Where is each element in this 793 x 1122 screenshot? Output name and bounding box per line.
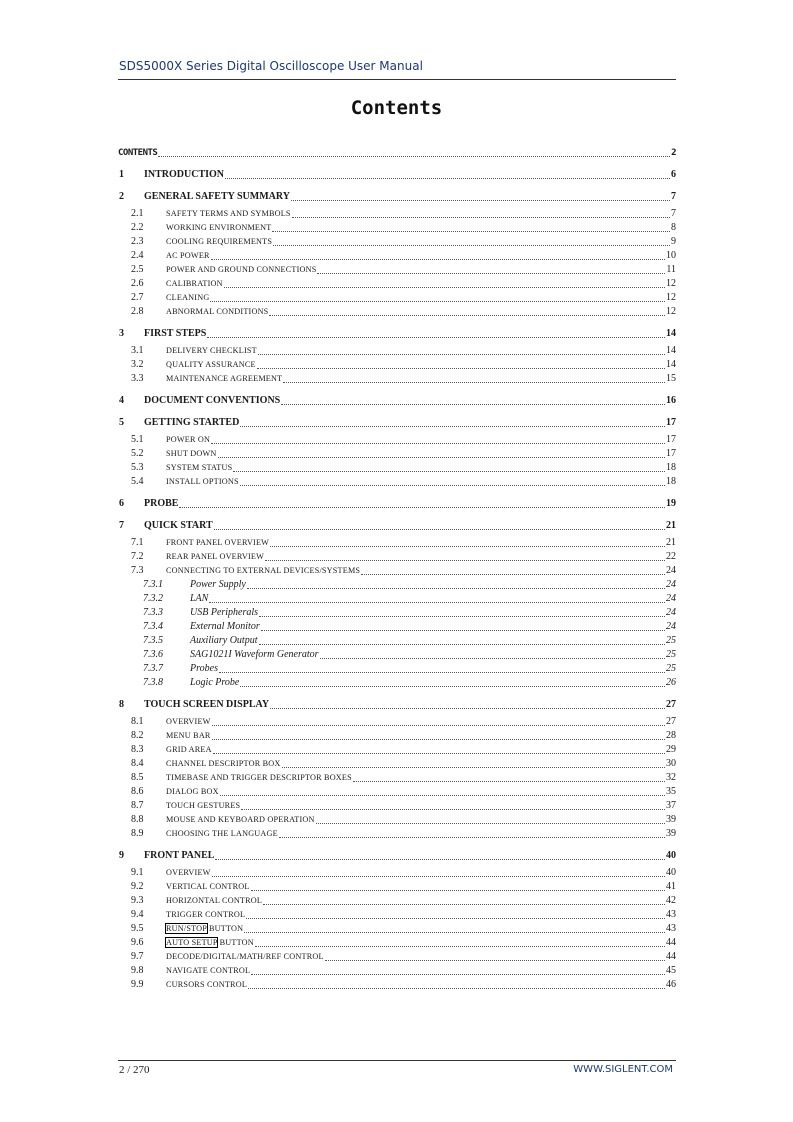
toc-entry-label: OVERVIEW bbox=[166, 717, 211, 726]
toc-entry-page: 6 bbox=[671, 169, 676, 180]
dot-leader bbox=[207, 336, 665, 338]
boxed-keyword: RUN/STOP bbox=[166, 924, 207, 933]
toc-entry-number: 7.3.2 bbox=[143, 593, 163, 604]
toc-entry[interactable] bbox=[118, 277, 676, 291]
dot-leader bbox=[247, 587, 665, 589]
toc-entry-page: 14 bbox=[666, 328, 676, 339]
dot-leader bbox=[320, 657, 665, 659]
toc-entry[interactable] bbox=[118, 447, 676, 461]
header-rule bbox=[118, 79, 676, 80]
toc-entry-page: 24 bbox=[666, 607, 676, 618]
toc-entry-number: 5 bbox=[119, 417, 124, 428]
toc-entry[interactable] bbox=[118, 394, 676, 408]
toc-entry-label: POWER AND GROUND CONNECTIONS bbox=[166, 265, 317, 274]
dot-leader bbox=[212, 875, 665, 877]
toc-entry-number: 6 bbox=[119, 498, 124, 509]
toc-entry-page: 12 bbox=[666, 292, 676, 303]
toc-entry-page: 18 bbox=[666, 462, 676, 473]
toc-entry-label: TOUCH SCREEN DISPLAY bbox=[144, 699, 270, 710]
dot-leader bbox=[210, 300, 665, 302]
toc-entry-number: 5.1 bbox=[131, 434, 144, 445]
dot-leader bbox=[325, 959, 665, 961]
toc-entry-number: 9.5 bbox=[131, 923, 144, 934]
toc-entry-page: 12 bbox=[666, 278, 676, 289]
toc-entry-page: 40 bbox=[666, 850, 676, 861]
toc-entry-number: 7.3.5 bbox=[143, 635, 163, 646]
toc-entry[interactable] bbox=[118, 743, 676, 757]
dot-leader bbox=[214, 528, 665, 530]
toc-entry-label: NAVIGATE CONTROL bbox=[166, 966, 251, 975]
toc-entry-page: 18 bbox=[666, 476, 676, 487]
toc-entry-page: 7 bbox=[671, 191, 676, 202]
dot-leader bbox=[241, 808, 665, 810]
boxed-keyword: AUTO SETUP bbox=[166, 938, 218, 947]
toc-entry[interactable] bbox=[118, 729, 676, 743]
dot-leader bbox=[259, 643, 666, 645]
dot-leader bbox=[220, 794, 665, 796]
toc-entry-label: TIMEBASE AND TRIGGER DESCRIPTOR BOXES bbox=[166, 773, 352, 782]
toc-entry-page: 14 bbox=[666, 345, 676, 356]
toc-entry-number: 7.3.6 bbox=[143, 649, 163, 660]
toc-entry[interactable] bbox=[118, 592, 676, 606]
dot-leader bbox=[212, 738, 665, 740]
toc-entry-label: DOCUMENT CONVENTIONS bbox=[144, 395, 281, 406]
toc-entry-label: QUICK START bbox=[144, 520, 213, 531]
toc-entry-label: SAG1021I Waveform Generator bbox=[190, 649, 319, 660]
footer-rule bbox=[118, 1060, 676, 1061]
toc-entry-label: AUTO SETUP BUTTON bbox=[166, 938, 254, 947]
toc-entry-label: VERTICAL CONTROL bbox=[166, 882, 250, 891]
toc-entry-page: 32 bbox=[666, 772, 676, 783]
dot-leader bbox=[248, 987, 665, 989]
toc-entry-label: GETTING STARTED bbox=[144, 417, 240, 428]
toc-entry-page: 19 bbox=[666, 498, 676, 509]
toc-entry[interactable] bbox=[118, 564, 676, 578]
toc-entry[interactable] bbox=[118, 416, 676, 430]
toc-entry-number: 8.6 bbox=[131, 786, 144, 797]
toc-entry-label: WORKING ENVIRONMENT bbox=[166, 223, 272, 232]
toc-entry-label: MAINTENANCE AGREEMENT bbox=[166, 374, 283, 383]
dot-leader bbox=[211, 258, 665, 260]
dot-leader bbox=[273, 244, 670, 246]
dot-leader bbox=[353, 780, 665, 782]
toc-entry-page: 24 bbox=[666, 565, 676, 576]
toc-entry[interactable] bbox=[118, 849, 676, 863]
toc-entry-label: SAFETY TERMS AND SYMBOLS bbox=[166, 209, 291, 218]
toc-entry-page: 17 bbox=[666, 434, 676, 445]
toc-entry-page: 44 bbox=[666, 937, 676, 948]
toc-entry[interactable] bbox=[118, 676, 676, 690]
toc-entry-page: 22 bbox=[666, 551, 676, 562]
toc-entry[interactable] bbox=[118, 648, 676, 662]
toc-entry-page: 11 bbox=[666, 264, 676, 275]
toc-entry-label: FRONT PANEL OVERVIEW bbox=[166, 538, 270, 547]
dot-leader bbox=[215, 858, 665, 860]
toc-entry[interactable] bbox=[118, 880, 676, 894]
toc-entry-number: 2.2 bbox=[131, 222, 144, 233]
dot-leader bbox=[291, 199, 670, 201]
toc-entry[interactable] bbox=[118, 827, 676, 841]
toc-entry-label: DIALOG BOX bbox=[166, 787, 219, 796]
toc-entry[interactable] bbox=[118, 698, 676, 712]
toc-entry-page: 17 bbox=[666, 448, 676, 459]
toc-entry[interactable] bbox=[118, 497, 676, 511]
toc-entry-number: 2.8 bbox=[131, 306, 144, 317]
toc-entry-label: OVERVIEW bbox=[166, 868, 211, 877]
toc-entry-number: 9.1 bbox=[131, 867, 144, 878]
dot-leader bbox=[240, 484, 665, 486]
toc-entry-page: 14 bbox=[666, 359, 676, 370]
toc-entry-number: 9.6 bbox=[131, 937, 144, 948]
toc-entry-page: 44 bbox=[666, 951, 676, 962]
toc-entry[interactable] bbox=[118, 578, 676, 592]
toc-entry[interactable] bbox=[118, 461, 676, 475]
toc-entry-label: FIRST STEPS bbox=[144, 328, 207, 339]
dot-leader bbox=[281, 403, 665, 405]
toc-entry[interactable] bbox=[118, 475, 676, 489]
toc-entry-page: 25 bbox=[666, 663, 676, 674]
toc-entry[interactable] bbox=[118, 757, 676, 771]
dot-leader bbox=[251, 973, 665, 975]
dot-leader bbox=[212, 724, 665, 726]
toc-entry-page: 28 bbox=[666, 730, 676, 741]
dot-leader bbox=[270, 545, 665, 547]
toc-entry-page: 21 bbox=[666, 537, 676, 548]
toc-entry[interactable] bbox=[118, 894, 676, 908]
toc-entry-number: 8.1 bbox=[131, 716, 144, 727]
toc-entry-number: 7.3.7 bbox=[143, 663, 163, 674]
toc-entry-page: 7 bbox=[671, 208, 676, 219]
toc-entry-number: 1 bbox=[119, 169, 124, 180]
toc-entry-label: DELIVERY CHECKLIST bbox=[166, 346, 257, 355]
toc-entry-page: 24 bbox=[666, 579, 676, 590]
toc-entry[interactable] bbox=[118, 813, 676, 827]
dot-leader bbox=[225, 177, 670, 179]
toc-entry[interactable] bbox=[118, 327, 676, 341]
dot-leader bbox=[283, 381, 665, 383]
toc-entry[interactable] bbox=[118, 168, 676, 182]
toc-entry-page: 35 bbox=[666, 786, 676, 797]
toc-entry-label: AC POWER bbox=[166, 251, 210, 260]
toc-entry-label: REAR PANEL OVERVIEW bbox=[166, 552, 265, 561]
toc-entry-label: CHOOSING THE LANGUAGE bbox=[166, 829, 278, 838]
toc-entry[interactable] bbox=[118, 249, 676, 263]
toc-entry-label: POWER ON bbox=[166, 435, 211, 444]
toc-entry-number: 8.3 bbox=[131, 744, 144, 755]
toc-entry-page: 27 bbox=[666, 699, 676, 710]
toc-entry-number: 7 bbox=[119, 520, 124, 531]
toc-entry-label: GRID AREA bbox=[166, 745, 212, 754]
toc-entry-number: 8.7 bbox=[131, 800, 144, 811]
toc-entry-label: CALIBRATION bbox=[166, 279, 223, 288]
dot-leader bbox=[251, 889, 665, 891]
dot-leader bbox=[219, 671, 665, 673]
toc-entry-label: Logic Probe bbox=[190, 677, 240, 688]
website-link[interactable]: WWW.SIGLENT.COM bbox=[573, 1064, 673, 1075]
toc-entry[interactable] bbox=[118, 606, 676, 620]
toc-entry-number: 9 bbox=[119, 850, 124, 861]
toc-entry-label: MOUSE AND KEYBOARD OPERATION bbox=[166, 815, 315, 824]
dot-leader bbox=[158, 155, 670, 157]
toc-entry[interactable] bbox=[118, 922, 676, 936]
toc-entry-number: 8 bbox=[119, 699, 124, 710]
toc-entry-number: 2.3 bbox=[131, 236, 144, 247]
toc-entry-number: 9.3 bbox=[131, 895, 144, 906]
dot-leader bbox=[240, 425, 665, 427]
toc-entry[interactable] bbox=[118, 799, 676, 813]
toc-entry-page: 43 bbox=[666, 909, 676, 920]
toc-entry-number: 3.1 bbox=[131, 345, 144, 356]
toc-entry-page: 21 bbox=[666, 520, 676, 531]
dot-leader bbox=[361, 573, 665, 575]
dot-leader bbox=[224, 286, 665, 288]
dot-leader bbox=[317, 272, 665, 274]
toc-entry[interactable] bbox=[118, 207, 676, 221]
toc-entry[interactable] bbox=[118, 662, 676, 676]
toc-entry[interactable] bbox=[118, 372, 676, 386]
dot-leader bbox=[255, 945, 665, 947]
toc-entry-number: 9.8 bbox=[131, 965, 144, 976]
toc-entry[interactable] bbox=[118, 146, 676, 160]
toc-entry[interactable] bbox=[118, 291, 676, 305]
dot-leader bbox=[270, 707, 665, 709]
toc-entry-number: 9.7 bbox=[131, 951, 144, 962]
toc-entry[interactable] bbox=[118, 358, 676, 372]
dot-leader bbox=[244, 931, 665, 933]
toc-entry-label: TOUCH GESTURES bbox=[166, 801, 241, 810]
toc-entry-page: 29 bbox=[666, 744, 676, 755]
toc-entry-page: 43 bbox=[666, 923, 676, 934]
toc-entry-label: DECODE/DIGITAL/MATH/REF CONTROL bbox=[166, 952, 324, 961]
toc-entry-label: LAN bbox=[190, 593, 209, 604]
toc-entry-page: 41 bbox=[666, 881, 676, 892]
toc-entry[interactable] bbox=[118, 305, 676, 319]
toc-entry-page: 39 bbox=[666, 814, 676, 825]
toc-entry-page: 24 bbox=[666, 621, 676, 632]
toc-entry-label: CHANNEL DESCRIPTOR BOX bbox=[166, 759, 281, 768]
toc-entry-number: 2.5 bbox=[131, 264, 144, 275]
toc-entry-number: 8.5 bbox=[131, 772, 144, 783]
dot-leader bbox=[179, 506, 665, 508]
toc-entry-number: 7.1 bbox=[131, 537, 144, 548]
toc-entry[interactable] bbox=[118, 950, 676, 964]
toc-entry-number: 7.3.3 bbox=[143, 607, 163, 618]
toc-entry-number: 9.9 bbox=[131, 979, 144, 990]
toc-entry-number: 2 bbox=[119, 191, 124, 202]
dot-leader bbox=[211, 442, 665, 444]
toc-entry-number: 7.3.4 bbox=[143, 621, 163, 632]
toc-entry-number: 2.1 bbox=[131, 208, 144, 219]
toc-entry-page: 12 bbox=[666, 306, 676, 317]
toc-entry-label: Probes bbox=[190, 663, 218, 674]
dot-leader bbox=[263, 903, 665, 905]
toc-entry[interactable] bbox=[118, 235, 676, 249]
dot-leader bbox=[233, 470, 665, 472]
toc-entry-label: MENU BAR bbox=[166, 731, 211, 740]
toc-entry[interactable] bbox=[118, 715, 676, 729]
toc-entry-page: 30 bbox=[666, 758, 676, 769]
toc-entry-number: 7.2 bbox=[131, 551, 144, 562]
toc-entry-label: CONNECTING TO EXTERNAL DEVICES/SYSTEMS bbox=[166, 566, 361, 575]
dot-leader bbox=[261, 629, 665, 631]
toc-entry[interactable] bbox=[118, 433, 676, 447]
toc-entry-page: 27 bbox=[666, 716, 676, 727]
toc-entry-number: 8.4 bbox=[131, 758, 144, 769]
toc-entry-label: Power Supply bbox=[190, 579, 246, 590]
toc-entry-number: 9.2 bbox=[131, 881, 144, 892]
toc-entry-page: 15 bbox=[666, 373, 676, 384]
toc-entry-number: 9.4 bbox=[131, 909, 144, 920]
dot-leader bbox=[279, 836, 665, 838]
toc-entry-number: 8.9 bbox=[131, 828, 144, 839]
toc-entry-number: 5.2 bbox=[131, 448, 144, 459]
toc-entry-label: CLEANING bbox=[166, 293, 210, 302]
dot-leader bbox=[257, 367, 665, 369]
toc-entry-label: RUN/STOP BUTTON bbox=[166, 924, 244, 933]
toc-entry-number: 7.3.8 bbox=[143, 677, 163, 688]
toc-entry-page: 37 bbox=[666, 800, 676, 811]
toc-entry[interactable] bbox=[118, 536, 676, 550]
toc-entry-number: 4 bbox=[119, 395, 124, 406]
page-title: Contents bbox=[350, 97, 443, 119]
toc-entry-label: USB Peripherals bbox=[190, 607, 259, 618]
toc-entry[interactable] bbox=[118, 771, 676, 785]
toc-entry-page: 17 bbox=[666, 417, 676, 428]
toc-entry-page: 46 bbox=[666, 979, 676, 990]
toc-entry[interactable] bbox=[118, 263, 676, 277]
running-header: SDS5000X Series Digital Oscilloscope User Manual bbox=[119, 59, 423, 73]
toc-entry[interactable] bbox=[118, 519, 676, 533]
toc-entry-number: 3.2 bbox=[131, 359, 144, 370]
toc-entry-page: 2 bbox=[671, 148, 676, 158]
toc-entry-label: External Monitor bbox=[190, 621, 260, 632]
dot-leader bbox=[269, 314, 665, 316]
toc-entry-number: 7.3.1 bbox=[143, 579, 163, 590]
toc-entry[interactable] bbox=[118, 221, 676, 235]
dot-leader bbox=[282, 766, 666, 768]
toc-entry-label: QUALITY ASSURANCE bbox=[166, 360, 256, 369]
page-number: 2 / 270 bbox=[119, 1064, 150, 1076]
toc-entry[interactable] bbox=[118, 785, 676, 799]
toc-entry-page: 10 bbox=[666, 250, 676, 261]
toc-entry-number: 8.8 bbox=[131, 814, 144, 825]
toc-entry-page: 39 bbox=[666, 828, 676, 839]
toc-entry[interactable] bbox=[118, 908, 676, 922]
toc-entry-page: 25 bbox=[666, 649, 676, 660]
toc-entry-page: 24 bbox=[666, 593, 676, 604]
toc-entry-label: INTRODUCTION bbox=[144, 169, 225, 180]
dot-leader bbox=[246, 917, 665, 919]
toc-entry-label: PROBE bbox=[144, 498, 179, 509]
dot-leader bbox=[292, 216, 670, 218]
toc-entry-page: 25 bbox=[666, 635, 676, 646]
toc-entry-label: TRIGGER CONTROL bbox=[166, 910, 246, 919]
toc-entry-label: INSTALL OPTIONS bbox=[166, 477, 239, 486]
toc-entry[interactable] bbox=[118, 978, 676, 992]
toc-entry-number: 2.6 bbox=[131, 278, 144, 289]
toc-entry[interactable] bbox=[118, 866, 676, 880]
toc-entry-label: SYSTEM STATUS bbox=[166, 463, 233, 472]
toc-entry-page: 8 bbox=[671, 222, 676, 233]
dot-leader bbox=[316, 822, 665, 824]
toc-entry-number: 7.3 bbox=[131, 565, 144, 576]
toc-entry-label: SHUT DOWN bbox=[166, 449, 217, 458]
toc-entry[interactable] bbox=[118, 550, 676, 564]
toc-entry-label: ABNORMAL CONDITIONS bbox=[166, 307, 269, 316]
toc-entry[interactable] bbox=[118, 964, 676, 978]
toc-entry-number: 2.7 bbox=[131, 292, 144, 303]
toc-entry-number: 5.4 bbox=[131, 476, 144, 487]
toc-entry-label: COOLING REQUIREMENTS bbox=[166, 237, 273, 246]
toc-entry-number: 2.4 bbox=[131, 250, 144, 261]
toc-entry-page: 45 bbox=[666, 965, 676, 976]
toc-entry[interactable] bbox=[118, 620, 676, 634]
toc-entry-label: GENERAL SAFETY SUMMARY bbox=[144, 191, 290, 202]
dot-leader bbox=[218, 456, 665, 458]
toc-entry[interactable] bbox=[118, 190, 676, 204]
toc-entry[interactable] bbox=[118, 634, 676, 648]
toc-entry-label: Auxiliary Output bbox=[190, 635, 258, 646]
toc-entry[interactable] bbox=[118, 936, 676, 950]
toc-entry-page: 42 bbox=[666, 895, 676, 906]
toc-entry-label: CURSORS CONTROL bbox=[166, 980, 248, 989]
toc-entry-page: 9 bbox=[671, 236, 676, 247]
toc-entry-number: 3 bbox=[119, 328, 124, 339]
dot-leader bbox=[213, 752, 665, 754]
toc-entry-page: 26 bbox=[666, 677, 676, 688]
dot-leader bbox=[265, 559, 665, 561]
toc-entry-label: CONTENTS bbox=[118, 148, 158, 158]
dot-leader bbox=[240, 685, 665, 687]
toc-entry-number: 5.3 bbox=[131, 462, 144, 473]
dot-leader bbox=[259, 615, 665, 617]
toc-entry-label: FRONT PANEL bbox=[144, 850, 215, 861]
toc-entry[interactable] bbox=[118, 344, 676, 358]
toc-entry-page: 40 bbox=[666, 867, 676, 878]
table-of-contents bbox=[118, 146, 676, 992]
toc-entry-page: 16 bbox=[666, 395, 676, 406]
dot-leader bbox=[258, 353, 665, 355]
toc-entry-number: 8.2 bbox=[131, 730, 144, 741]
toc-entry-number: 3.3 bbox=[131, 373, 144, 384]
toc-entry-label: HORIZONTAL CONTROL bbox=[166, 896, 263, 905]
dot-leader bbox=[209, 601, 665, 603]
dot-leader bbox=[272, 230, 670, 232]
